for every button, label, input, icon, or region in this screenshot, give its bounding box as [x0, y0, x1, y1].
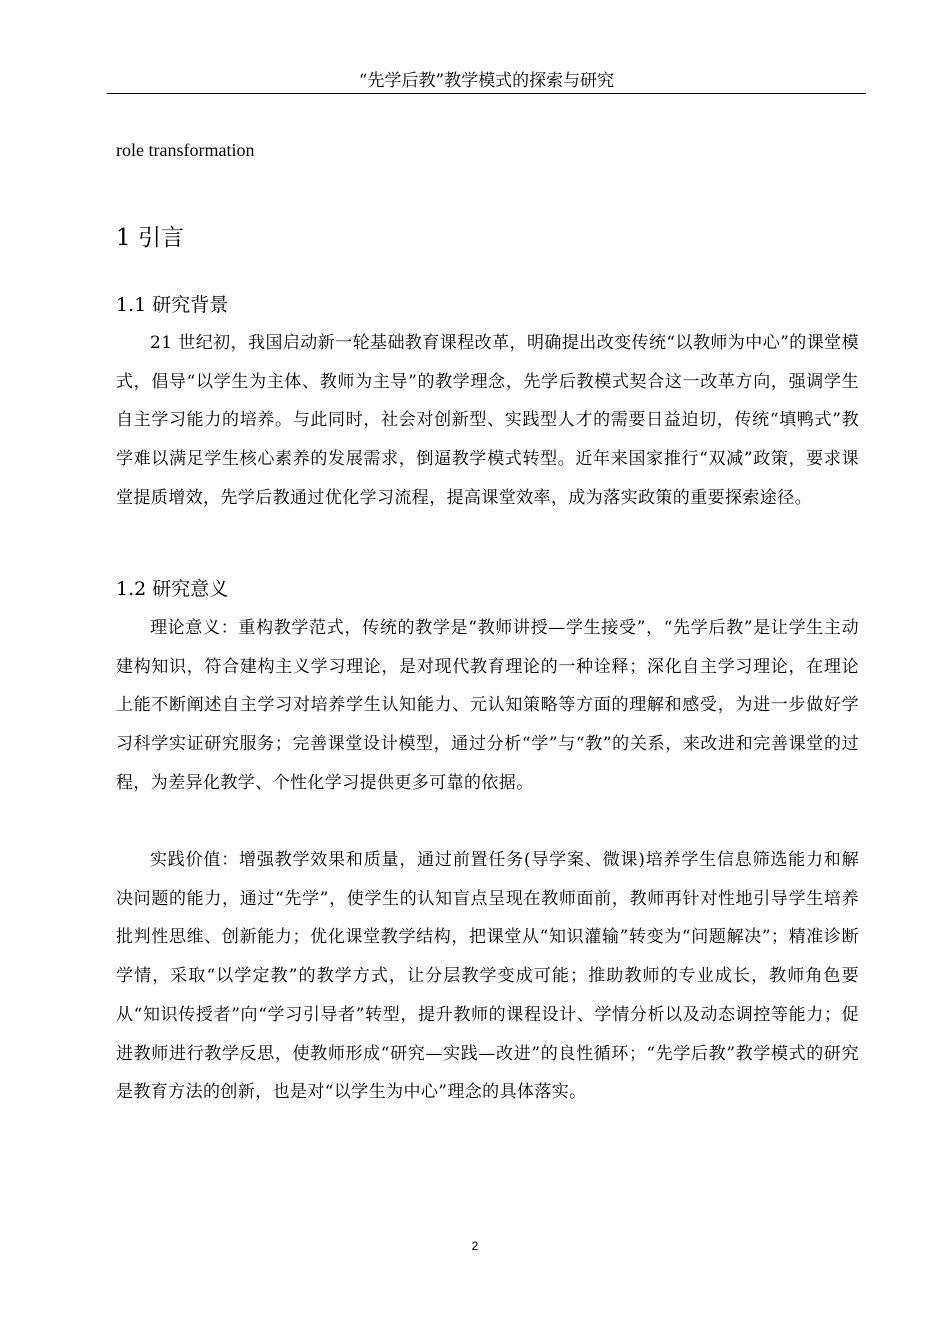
running-header-title: “先学后教”教学模式的探索与研究 — [358, 71, 615, 91]
page-number: 2 — [471, 1239, 479, 1253]
section-heading-introduction: 1 引言 — [116, 225, 184, 251]
background-paragraph: 21 世纪初，我国启动新一轮基础教育课程改革，明确提出改变传统“以教师为中心”的课堂模式，倡导“以学生为主体、教师为主导”的教学理念，先学后教模式契合这一改革方向，强调学生自主学习能力的培养。与此同时，社会对创新型、实践型人才的需要日益迫切，传统“填鸭式”教学难以满足学生核心素养的发展需求，倒逼教学模式转型。近年来国家推行“双减”政策，要求课堂提质增效，先学后教通过优化学习流程，提高课堂效率，成为落实政策的重要探索途径。 — [116, 333, 859, 508]
subsection-heading-background: 1.1 研究背景 — [116, 294, 229, 316]
header-divider — [107, 93, 866, 94]
subsection-heading-significance: 1.2 研究意义 — [116, 578, 229, 600]
practical-value-paragraph: 实践价值：增强教学效果和质量，通过前置任务(导学案、微课)培养学生信息筛选能力和解决问题的能力，通过“先学”，使学生的认知盲点呈现在教师面前，教师再针对性地引导学生培养批判性思维、创新能力；优化课堂教学结构，把课堂从“知识灌输”转变为“问题解决”；精准诊断学情，采取“以学定教”的教学方式，让分层教学变成可能；推助教师的专业成长，教师角色要从“知识传授者”向“学习引导者”转型，提升教师的课程设计、学情分析以及动态调控等能力；促进教师进行教学反思，使教师形成“研究—实践—改进”的良性循环；“先学后教”教学模式的研究是教育方法的创新，也是对“以学生为中心”理念的具体落实。 — [116, 850, 859, 1103]
theoretical-significance-paragraph: 理论意义：重构教学范式，传统的教学是“教师讲授—学生接受”，“先学后教”是让学生主动建构知识，符合建构主义学习理论，是对现代教育理论的一种诠释；深化自主学习理论，在理论上能不断阐述自主学习对培养学生认知能力、元认知策略等方面的理解和感受，为进一步做好学习科学实证研究服务；完善课堂设计模型，通过分析“学”与“教”的关系，来改进和完善课堂的过程，为差异化教学、个性化学习提供更多可靠的依据。 — [116, 618, 859, 793]
keywords-continued: role transformation — [116, 140, 255, 160]
